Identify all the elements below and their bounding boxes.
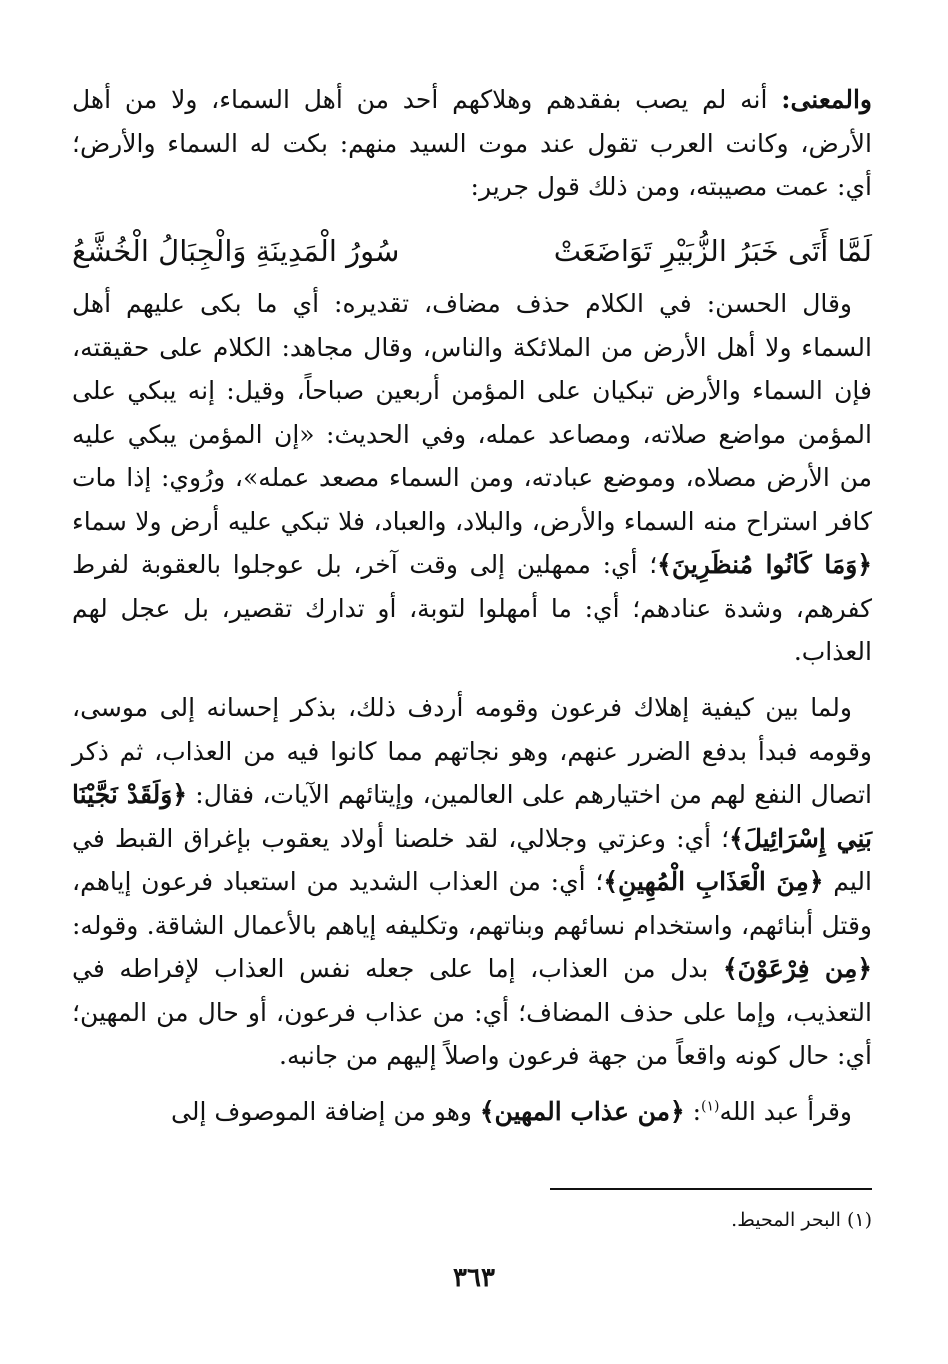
- quran-quote: ﴿مِن فِرْعَوْنَ﴾: [722, 954, 873, 983]
- footnote-text: البحر المحيط.: [731, 1209, 841, 1231]
- paragraph-hasan: [72, 282, 872, 674]
- paragraph-abdullah-reading: [72, 1090, 872, 1134]
- verse-first-hemistich: لَمَّا أَتَى خَبَرُ الزُّبَيْرِ تَوَاضَعَتْ: [553, 234, 872, 268]
- paragraph-text: ؛ أي: وعزتي وجلالي، لقد خلصنا أولاد يعقوب بإغراق القبط في اليم: [72, 823, 872, 896]
- quran-quote: ﴿وَلَقَدْ نَجَّيْنَا بَنِي إِسْرَائِيلَ﴾: [72, 780, 873, 853]
- meaning-lead: والمعنى:: [781, 85, 872, 114]
- quran-quote: ﴿مِنَ الْعَذَابِ الْمُهِينِ﴾: [603, 867, 824, 896]
- verse-second-hemistich: سُورُ الْمَدِينَةِ وَالْجِبَالُ الْخُشَّعُ: [72, 234, 400, 268]
- footnote-reference[interactable]: (١): [701, 1098, 720, 1115]
- paragraph-meaning: [72, 78, 872, 209]
- footnote-divider: [550, 1188, 872, 1190]
- quran-quote: ﴿من عذاب المهين﴾: [479, 1097, 685, 1126]
- paragraph-text: بدل من العذاب، إما على جعله نفس العذاب لإفراطه في التعذيب، وإما على حذف المضاف؛ أي: من عذاب فرعون، أو حال من المهين؛ أي: حال كونه واقعاً من جهة فرعون واصلاً إليهم من جانبه.: [72, 954, 872, 1070]
- footnote-number: (١): [846, 1209, 872, 1231]
- paragraph-text: وقرأ عبد الله: [719, 1097, 852, 1126]
- paragraph-text: وقال الحسن: في الكلام حذف مضاف، تقديره: أي ما بكى عليهم أهل السماء ولا أهل الأرض من الملائكة والناس، وقال مجاهد: الكلام على حقيقته، فإن السماء والأرض تبكيان على المؤمن أربعين صباحاً، وقيل: إنه يبكي على المؤمن مواضع صلاته، ومصاعد عمله، وفي الحديث: «إن المؤمن يبكي عليه من الأرض مصلاه، وموضع عبادته، ومن السماء مصعد عمله»، ورُوي: إذا مات كافر استراح منه السماء والأرض، والبلاد، والعباد، فلا تبكي عليه أرض ولا سماء: [72, 289, 872, 536]
- poetry-verse: [72, 227, 872, 275]
- quran-quote: ﴿وَمَا كَانُوا مُنظَرِينَ﴾: [657, 550, 872, 579]
- paragraph-text: :: [684, 1097, 702, 1126]
- paragraph-text: ولما بين كيفية إهلاك فرعون وقومه أردف ذلك، بذكر إحسانه إلى موسى، وقومه فبدأ بدفع الضرر عنهم، وهو نجاتهم مما كانوا فيه من العذاب، ثم ذكر اتصال النفع لهم من اختيارهم على العالمين، وإيتائهم الآيات، فقال:: [72, 693, 872, 809]
- footnote: [731, 1206, 872, 1234]
- paragraph-text: ؛ أي: ممهلين إلى وقت آخر، بل عوجلوا بالعقوبة لفرط كفرهم، وشدة عنادهم؛ أي: ما أمهلوا لتوبة، أو تدارك تقصير، بل عجل لهم العذاب.: [72, 550, 872, 666]
- paragraph-text: وهو من إضافة الموصوف إلى: [171, 1097, 480, 1126]
- paragraph-pharaoh: [72, 686, 872, 1078]
- page-number: ٣٦٣: [453, 1263, 495, 1293]
- paragraph-text: أنه لم يصب بفقدهم وهلاكهم أحد من أهل السماء، ولا من أهل الأرض، وكانت العرب تقول عند موت السيد منهم: بكت له السماء والأرض؛ أي: عمت مصيبته، ومن ذلك قول جرير:: [72, 85, 872, 201]
- paragraph-text: ؛ أي: من العذاب الشديد من استعباد فرعون إياهم، وقتل أبنائهم، واستخدام نسائهم وبناتهم، وتكليفه إياهم بالأعمال الشاقة. وقوله:: [72, 867, 872, 940]
